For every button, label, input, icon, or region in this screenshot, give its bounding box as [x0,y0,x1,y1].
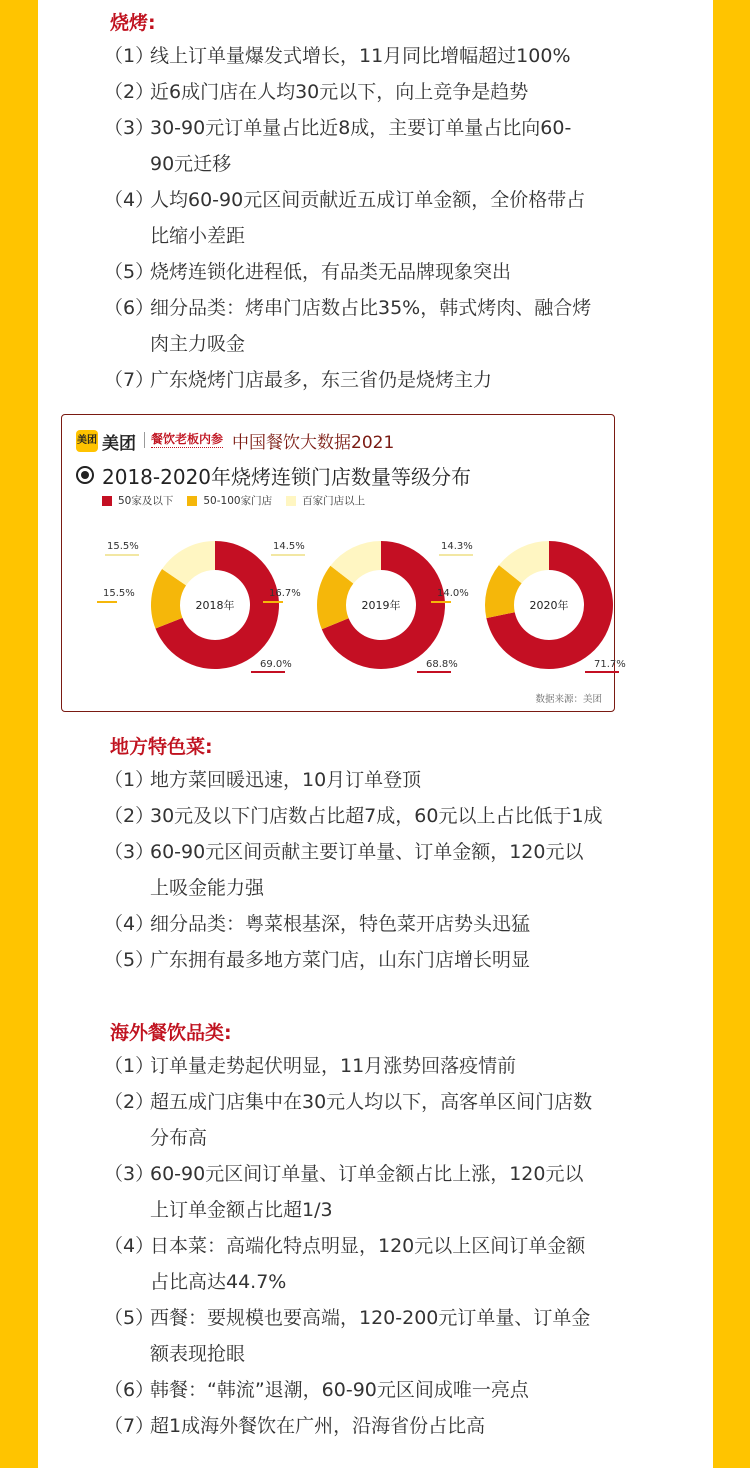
list-item [104,110,634,182]
slice-value-label: 15.5% [107,541,139,552]
item-number: （4） [104,1235,155,1257]
legend-label: 50-100家门店 [203,495,273,507]
item-text: 超五成门店集中在30元人均以下，高客单区间门店数 [150,1091,593,1113]
item-text: 30-90元订单量占比近8成，主要订单量占比向60- [150,117,572,139]
item-text: 90元迁移 [150,153,232,175]
legend-swatch [286,496,296,506]
list-item [104,38,634,74]
item-number: （4） [104,913,155,935]
data-source: 数据来源：美团 [535,694,602,705]
item-number: （1） [104,1055,155,1077]
list-item [104,1228,634,1300]
brand-title: 中国餐饮大数据2021 [232,433,395,453]
target-bullet-icon [76,466,94,484]
list-item [104,798,634,834]
list-item [104,1156,634,1228]
list-item [104,1408,634,1444]
chart-card [61,414,626,712]
section-title: 烧烤: [110,12,156,34]
list-item [104,762,634,798]
item-text: 西餐：要规模也要高端，120-200元订单量、订单金 [150,1307,591,1329]
item-number: （5） [104,1307,155,1329]
section-title: 地方特色菜: [110,736,213,758]
item-number: （2） [104,81,155,103]
slice-value-label: 14.5% [273,541,305,552]
item-text: 占比高达44.7% [150,1271,287,1293]
list-item [104,290,634,362]
logo-divider [144,432,145,448]
item-number: （3） [104,841,155,863]
item-number: （4） [104,189,155,211]
item-number: （2） [104,1091,155,1113]
donut-center-label: 2019年 [361,599,401,612]
legend-label: 50家及以下 [118,495,174,507]
item-text: 订单量走势起伏明显，11月涨势回落疫情前 [150,1055,517,1077]
slice-value-label: 68.8% [426,659,458,670]
item-text: 韩餐：“韩流”退潮，60-90元区间成唯一亮点 [150,1379,529,1401]
list-item [104,906,634,942]
item-text: 超1成海外餐饮在广州，沿海省份占比高 [150,1415,486,1437]
item-number: （5） [104,261,155,283]
list-item [104,182,634,254]
item-number: （7） [104,1415,155,1437]
legend-label: 百家门店以上 [302,495,366,507]
legend-item-small [102,493,173,508]
item-text: 上订单金额占比超1/3 [150,1199,333,1221]
donut-charts [62,515,626,695]
item-text: 细分品类：烤串门店数占比35%，韩式烤肉、融合烤 [150,297,592,319]
chart-title: 2018-2020年烧烤连锁门店数量等级分布 [102,465,472,489]
item-text: 线上订单量爆发式增长，11月同比增幅超过100% [150,45,571,67]
item-text: 地方菜回暖迅速，10月订单登顶 [150,769,422,791]
item-text: 比缩小差距 [150,225,246,247]
list-item [104,834,634,906]
item-text: 额表现抢眼 [150,1343,246,1365]
item-text: 60-90元区间订单量、订单金额占比上涨，120元以 [150,1163,584,1185]
chart-legend [102,493,379,508]
donut-center-label: 2018年 [195,599,235,612]
item-number: （6） [104,297,155,319]
slice-value-label: 15.5% [103,588,135,599]
slice-value-label: 14.3% [441,541,473,552]
legend-swatch [187,496,197,506]
list-item [104,254,634,290]
item-text: 60-90元区间贡献主要订单量、订单金额，120元以 [150,841,584,863]
item-text: 近6成门店在人均30元以下，向上竞争是趋势 [150,81,529,103]
item-text: 细分品类：粤菜根基深，特色菜开店势头迅猛 [150,913,531,935]
item-text: 广东拥有最多地方菜门店，山东门店增长明显 [150,949,531,971]
item-text: 30元及以下门店数占比超7成，60元以上占比低于1成 [150,805,603,827]
item-number: （2） [104,805,155,827]
item-text: 日本菜：高端化特点明显，120元以上区间订单金额 [150,1235,586,1257]
item-number: （5） [104,949,155,971]
list-item [104,362,634,398]
item-number: （3） [104,117,155,139]
item-text: 分布高 [150,1127,208,1149]
legend-item-medium [187,493,272,508]
section-title: 海外餐饮品类: [110,1022,232,1044]
item-text: 烧烤连锁化进程低，有品类无品牌现象突出 [150,261,512,283]
slice-value-label: 16.7% [269,588,301,599]
donut-center-label: 2020年 [529,599,569,612]
item-number: （6） [104,1379,155,1401]
item-number: （7） [104,369,155,391]
list-item [104,1300,634,1372]
meituan-logo-text: 美团 [102,434,136,454]
item-text: 人均60-90元区间贡献近五成订单金额，全价格带占 [150,189,586,211]
partner-logo: 餐饮老板内参 [151,432,224,446]
item-text: 肉主力吸金 [150,333,246,355]
legend-item-large [286,493,365,508]
slice-value-label: 69.0% [260,659,292,670]
list-item [104,1372,634,1408]
list-item [104,74,634,110]
list-item [104,942,634,978]
item-text: 广东烧烤门店最多，东三省仍是烧烤主力 [150,369,493,391]
legend-swatch [102,496,112,506]
slice-value-label: 14.0% [437,588,469,599]
item-number: （3） [104,1163,155,1185]
meituan-logo-icon: 美团 [76,430,98,452]
item-number: （1） [104,45,155,67]
slice-value-label: 71.7% [594,659,626,670]
list-item [104,1084,634,1156]
list-item [104,1048,634,1084]
item-text: 上吸金能力强 [150,877,265,899]
item-number: （1） [104,769,155,791]
